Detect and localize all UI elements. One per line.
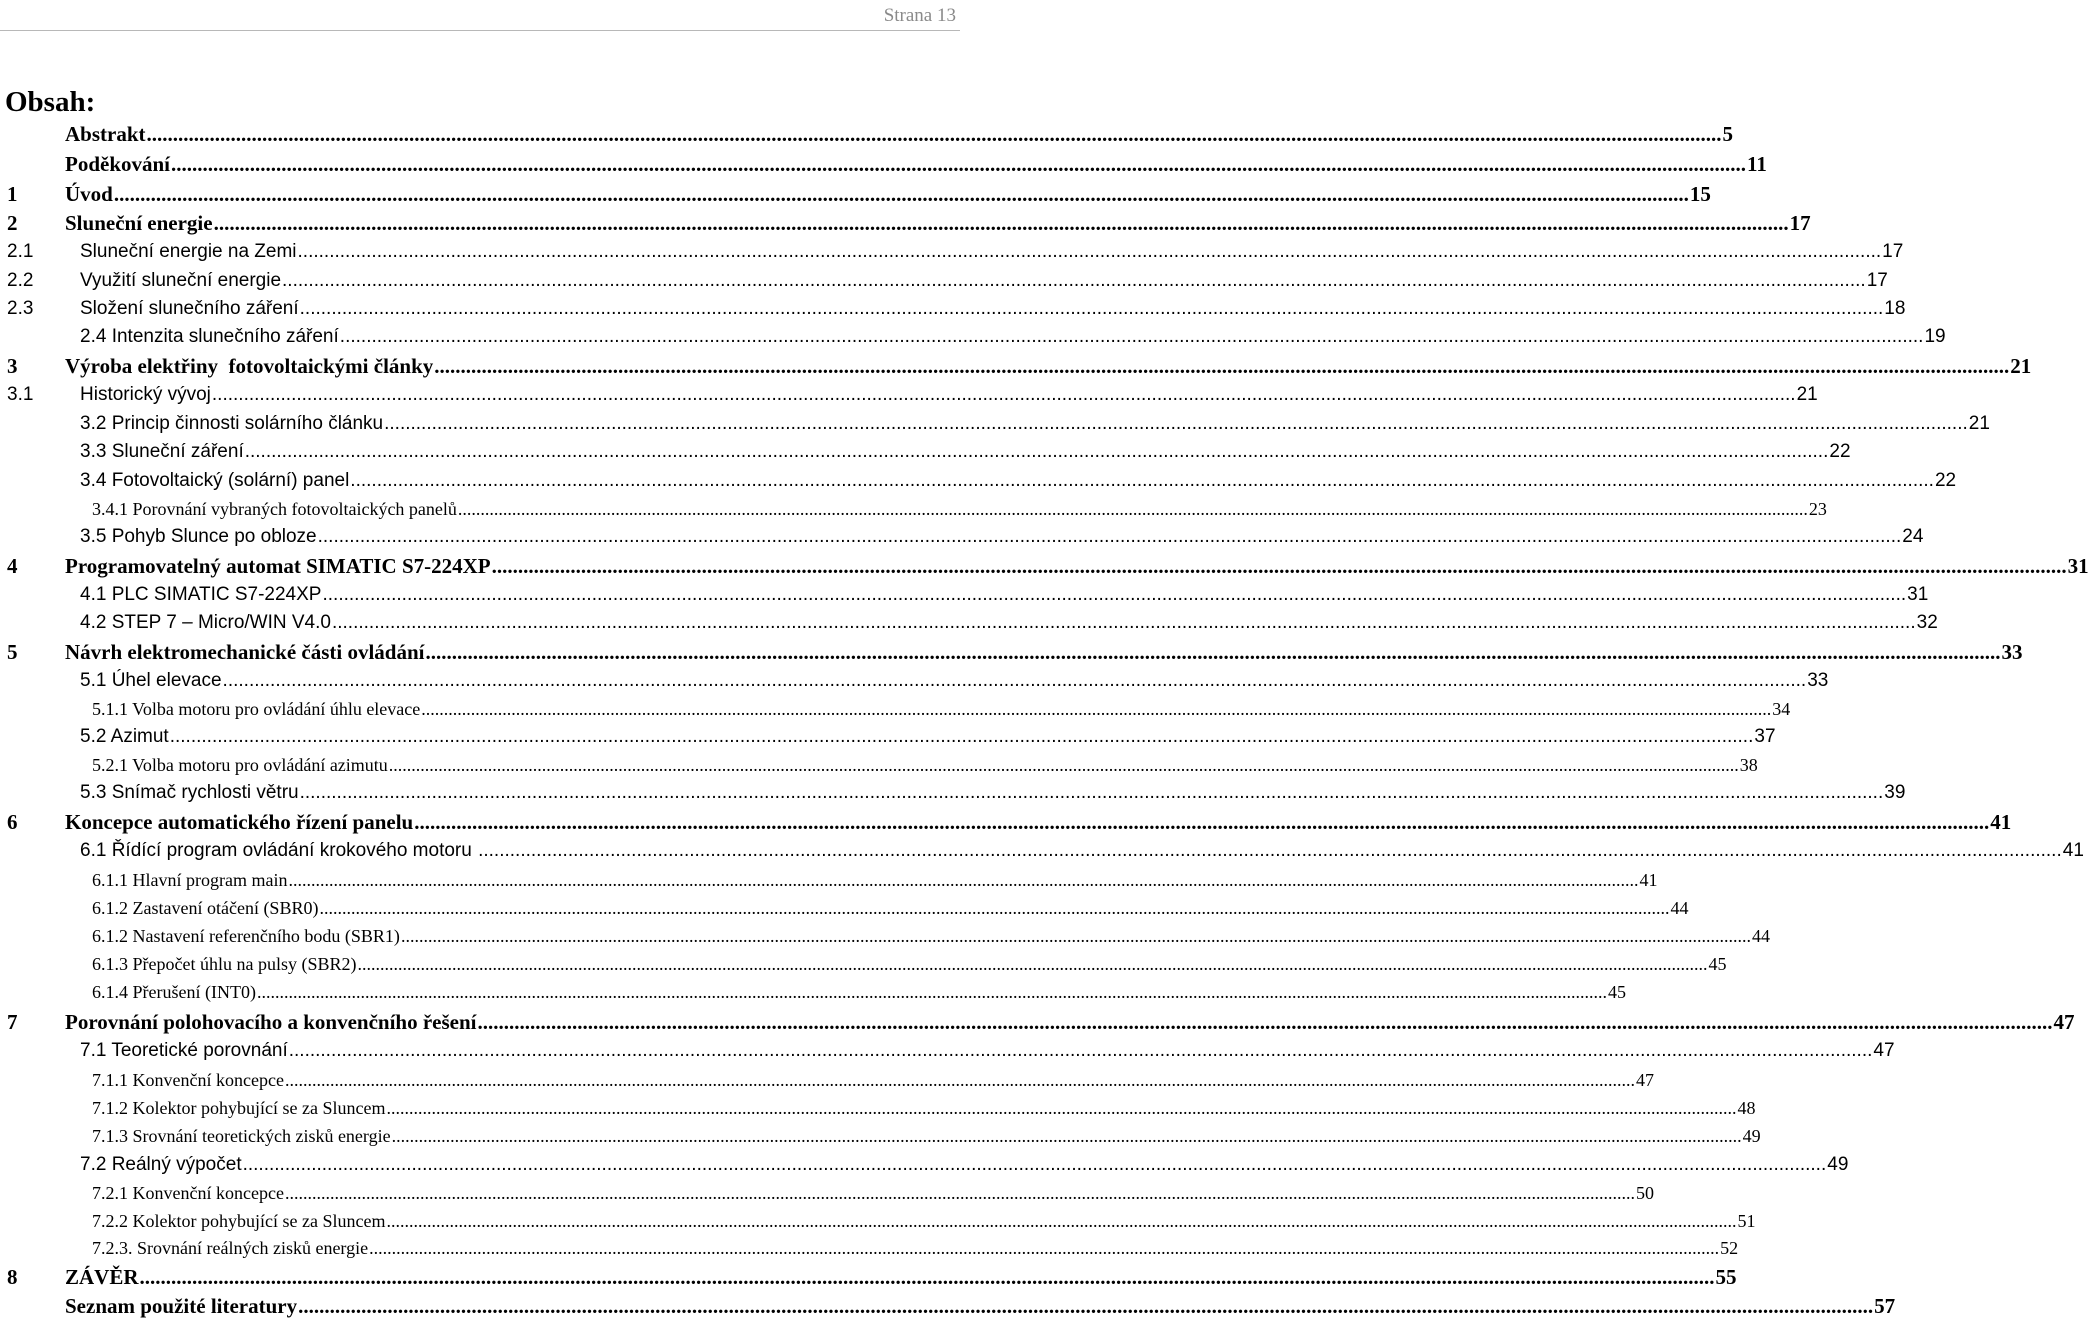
toc-entry [0,751,1758,779]
toc-dot-leader: ............................................................................................................................................................................................................................................................................................................ [211,384,1796,405]
toc-dot-leader: ............................................................................................................................................................................................................................................................................................................ [242,1154,1827,1175]
toc-entry-page: 17 [1866,270,1888,291]
toc-entry-title: 5.1.1 Volba motoru pro ovládání úhlu elevace [92,699,421,719]
toc-dot-leader: ............................................................................................................................................................................................................................................................................................................ [331,612,1916,633]
toc-entry [0,695,1791,723]
toc-entry-title: Sluneční energie [65,211,213,235]
toc-entry-title: 3.5 Pohyb Slunce po obloze [80,526,317,547]
toc-entry-page: 33 [1807,670,1829,691]
toc-entry-title: 5.3 Snímač rychlosti větru [80,782,299,803]
toc-entry-title: 5.1 Úhel elevace [80,670,222,691]
toc-dot-leader: ............................................................................................................................................................................................................................................................................................................ [288,1040,1873,1061]
toc-entry-title: Historický vývoj [80,384,211,405]
toc-entry-number: 3 [7,354,18,378]
toc-dot-leader: ............................................................................................................................................................................................................................................................................................................ [384,413,1968,434]
toc-entry-title: 6.1.3 Přepočet úhlu na pulsy (SBR2) [92,954,357,974]
toc-entry-number: 3.1 [7,384,34,405]
toc-entry-page: 41 [1639,870,1658,890]
toc-entry-title: Využití sluneční energie [80,270,282,291]
toc-entry-page: 17 [1789,211,1811,235]
toc-entry-page: 52 [1720,1238,1739,1258]
toc-dot-leader: ............................................................................................................................................................................................................................................................................................................ [213,211,1789,235]
toc-entry-page: 48 [1737,1098,1756,1118]
toc-entry-number: 5 [7,640,18,664]
toc-entry-page: 57 [1874,1294,1896,1318]
toc-entry-title: 3.4 Fotovoltaický (solární) panel [80,470,350,491]
toc-dot-leader: ............................................................................................................................................................................................................................................................................................................ [357,954,1708,974]
toc-entry-title: 6.1.2 Zastavení otáčení (SBR0) [92,898,319,918]
toc-entry-title: ZÁVĚR [65,1265,139,1289]
toc-entry-page: 21 [2010,354,2032,378]
toc-entry-page: 17 [1882,241,1904,262]
toc-entry-title: 7.2 Reálný výpočet [80,1154,242,1175]
toc-entry-title: Seznam použité literatury [65,1294,298,1318]
toc-dot-leader: ............................................................................................................................................................................................................................................................................................................ [317,526,1902,547]
toc-entry-title: Programovatelný automat SIMATIC S7-224XP [65,554,491,578]
toc-entry-page: 39 [1884,782,1906,803]
toc-entry-title: 3.2 Princip činnosti solárního článku [80,413,384,434]
toc-dot-leader: ............................................................................................................................................................................................................................................................................................................ [139,1265,1715,1289]
toc-dot-leader: ............................................................................................................................................................................................................................................................................................................ [299,298,1884,319]
toc-entry-title: 4.2 STEP 7 – Micro/WIN V4.0 [80,612,331,633]
toc-entry-title: 3.3 Sluneční záření [80,441,244,462]
toc-entry-page: 32 [1916,612,1938,633]
toc-entry-page: 51 [1737,1211,1756,1231]
toc-entry [0,1207,1756,1235]
toc-entry-page: 47 [1873,1040,1895,1061]
toc-entry-page: 22 [1934,470,1957,491]
toc-entry [0,894,1689,922]
toc-dot-leader: ............................................................................................................................................................................................................................................................................................................ [319,898,1670,918]
toc-dot-leader: ............................................................................................................................................................................................................................................................................................................ [414,810,1990,834]
toc-dot-leader: ............................................................................................................................................................................................................................................................................................................ [113,182,1689,206]
toc-entry-page: 45 [1708,954,1727,974]
toc-dot-leader: ............................................................................................................................................................................................................................................................................................................ [297,241,1882,262]
toc-entry-page: 31 [1907,584,1929,605]
toc-entry-page: 45 [1607,982,1626,1002]
toc-entry [0,1179,1654,1207]
toc-entry-page: 37 [1754,726,1776,747]
toc-entry-title: Koncepce automatického řízení panelu [65,810,414,834]
toc-entry-page: 11 [1747,152,1767,176]
toc-entry-title: 7.2.3. Srovnání reálných zisků energie [92,1238,369,1258]
toc-entry-page: 15 [1689,182,1711,206]
toc-dot-leader: ............................................................................................................................................................................................................................................................................................................ [477,1010,2053,1034]
toc-entry [0,150,1767,178]
toc-entry-number: 2 [7,211,18,235]
toc-entry [0,609,1938,637]
toc-dot-leader: ............................................................................................................................................................................................................................................................................................................ [391,1126,1742,1146]
toc-entry-title: Porovnání polohovacího a konvenčního řešení [65,1010,477,1034]
toc-entry-page: 41 [2062,840,2084,861]
toc-entry [0,950,1727,978]
toc-entry [0,1292,1896,1320]
toc-entry-title: Sluneční energie na Zemi [80,241,297,262]
toc-entry-number: 4 [7,554,18,578]
toc-entry [0,667,1829,695]
toc-dot-leader: ............................................................................................................................................................................................................................................................................................................ [400,926,1751,946]
toc-dot-leader: ............................................................................................................................................................................................................................................................................................................ [284,1183,1635,1203]
toc-entry-page: 49 [1827,1154,1849,1175]
toc-entry [0,209,1811,237]
toc-entry [0,1094,1756,1122]
toc-entry-page: 5 [1722,122,1734,146]
toc-dot-leader: ............................................................................................................................................................................................................................................................................................................ [322,584,1907,605]
toc-entry [0,922,1770,950]
toc-dot-leader: ............................................................................................................................................................................................................................................................................................................ [146,122,1722,146]
toc-entry-title: Složení slunečního záření [80,298,299,319]
toc-entry-title: 6.1.2 Nastavení referenčního bodu (SBR1) [92,926,400,946]
toc-entry-page: 55 [1715,1265,1737,1289]
toc-entry-title: 7.1.1 Konvenční koncepce [92,1070,284,1090]
toc-entry [0,267,1888,295]
toc-entry [0,808,2012,836]
toc-dot-leader: ............................................................................................................................................................................................................................................................................................................ [388,755,1739,775]
toc-entry [0,1066,1654,1094]
toc-entry-title: 4.1 PLC SIMATIC S7-224XP [80,584,322,605]
page-header [0,0,960,31]
toc-entry-title: 6.1 Řídící program ovládání krokového motoru [80,840,478,861]
toc-dot-leader: ............................................................................................................................................................................................................................................................................................................ [457,499,1808,519]
toc-entry-page: 33 [2001,640,2023,664]
toc-entry-page: 47 [1635,1070,1654,1090]
toc-entry [0,467,1957,495]
toc-entry [0,410,1990,438]
toc-entry [0,1037,1895,1065]
toc-dot-leader: ............................................................................................................................................................................................................................................................................................................ [171,152,1747,176]
toc-entry [0,352,2032,380]
toc-entry [0,723,1776,751]
toc-entry-number: 2.1 [7,241,34,262]
toc-entry [0,866,1658,894]
toc-entry [0,552,2089,580]
toc-dot-leader: ............................................................................................................................................................................................................................................................................................................ [386,1211,1737,1231]
toc-dot-leader: ............................................................................................................................................................................................................................................................................................................ [288,870,1639,890]
toc-entry-number: 8 [7,1265,18,1289]
toc-entry-title: 7.1.3 Srovnání teoretických zisků energie [92,1126,391,1146]
toc-entry-page: 50 [1635,1183,1654,1203]
toc-dot-leader: ............................................................................................................................................................................................................................................................................................................ [298,1294,1874,1318]
toc-entry-title: 6.1.1 Hlavní program main [92,870,288,890]
toc-entry-page: 47 [2053,1010,2075,1034]
toc-entry-number: 1 [7,182,18,206]
toc-entry-page: 19 [1924,326,1946,347]
toc-entry-title: 7.1.2 Kolektor pohybující se za Sluncem [92,1098,386,1118]
toc-dot-leader: ............................................................................................................................................................................................................................................................................................................ [421,699,1772,719]
toc-entry-page: 44 [1670,898,1689,918]
toc-entry-title: 7.2.2 Kolektor pohybující se za Sluncem [92,1211,386,1231]
toc-entry-number: 2.2 [7,270,34,291]
toc-entry [0,238,1904,266]
toc-entry [0,837,2084,865]
toc-entry-page: 21 [1796,384,1818,405]
toc-entry [0,1151,1849,1179]
toc-entry [0,523,1924,551]
toc-dot-leader: ............................................................................................................................................................................................................................................................................................................ [256,982,1607,1002]
toc-dot-leader: ............................................................................................................................................................................................................................................................................................................ [222,670,1807,691]
toc-entry-page: 22 [1829,441,1851,462]
toc-entry [0,779,1906,807]
toc-dot-leader: ............................................................................................................................................................................................................................................................................................................ [244,441,1829,462]
toc-dot-leader: ............................................................................................................................................................................................................................................................................................................ [282,270,1866,291]
toc-entry-title: 6.1.4 Přerušení (INT0) [92,982,256,1002]
toc-entry-number: 7 [7,1010,18,1034]
toc-entry [0,438,1851,466]
toc-entry-title: Úvod [65,182,113,206]
page-number: Strana 13 [883,5,956,26]
toc-entry-title: 3.4.1 Porovnání vybraných fotovoltaických panelů [92,499,457,519]
toc-entry [0,1008,2075,1036]
toc-dot-leader: ............................................................................................................................................................................................................................................................................................................ [284,1070,1635,1090]
toc-dot-leader: ............................................................................................................................................................................................................................................................................................................ [434,354,2010,378]
toc-entry [0,323,1946,351]
toc-entry [0,581,1929,609]
toc-dot-leader: ............................................................................................................................................................................................................................................................................................................ [299,782,1884,803]
toc-entry-page: 44 [1751,926,1770,946]
toc-entry-title: 7.1 Teoretické porovnání [80,1040,288,1061]
toc-entry [0,978,1626,1006]
toc-entry [0,1122,1761,1150]
toc-entry-title: Poděkování [65,152,171,176]
toc-entry-title: 7.2.1 Konvenční koncepce [92,1183,284,1203]
toc-entry-page: 18 [1884,298,1906,319]
toc-dot-leader: ............................................................................................................................................................................................................................................................................................................ [350,470,1934,491]
toc-entry [0,180,1711,208]
toc-entry-number: 6 [7,810,18,834]
toc-entry-page: 49 [1742,1126,1761,1146]
toc-dot-leader: ............................................................................................................................................................................................................................................................................................................ [369,1238,1720,1258]
toc-entry-page: 41 [1990,810,2012,834]
toc-dot-leader: ............................................................................................................................................................................................................................................................................................................ [478,840,2062,861]
toc-entry [0,1263,1737,1291]
toc-entry-page: 23 [1808,499,1827,519]
toc-dot-leader: ............................................................................................................................................................................................................................................................................................................ [491,554,2067,578]
toc-entry-title: Návrh elektromechanické části ovládání [65,640,425,664]
toc-entry-page: 34 [1772,699,1791,719]
toc-entry-page: 21 [1968,413,1990,434]
toc-entry [0,120,1734,148]
toc-entry-title: 5.2.1 Volba motoru pro ovládání azimutu [92,755,388,775]
toc-dot-leader: ............................................................................................................................................................................................................................................................................................................ [339,326,1924,347]
toc-entry [0,295,1906,323]
toc-entry [0,381,1818,409]
toc-dot-leader: ............................................................................................................................................................................................................................................................................................................ [169,726,1754,747]
toc-entry [0,1234,1739,1262]
toc-dot-leader: ............................................................................................................................................................................................................................................................................................................ [386,1098,1737,1118]
toc-entry-page: 24 [1902,526,1924,547]
toc-entry-number: 2.3 [7,298,34,319]
toc-title: Obsah: [5,86,96,118]
toc-entry-page: 38 [1739,755,1758,775]
toc-entry-page: 31 [2067,554,2089,578]
toc-entry-title: Abstrakt [65,122,146,146]
toc-entry [0,495,1827,523]
toc-entry [0,638,2023,666]
toc-dot-leader: ............................................................................................................................................................................................................................................................................................................ [425,640,2001,664]
toc-entry-title: Výroba elektřiny fotovoltaickými články [65,354,434,378]
toc-entry-title: 2.4 Intenzita slunečního záření [80,326,339,347]
toc-entry-title: 5.2 Azimut [80,726,169,747]
